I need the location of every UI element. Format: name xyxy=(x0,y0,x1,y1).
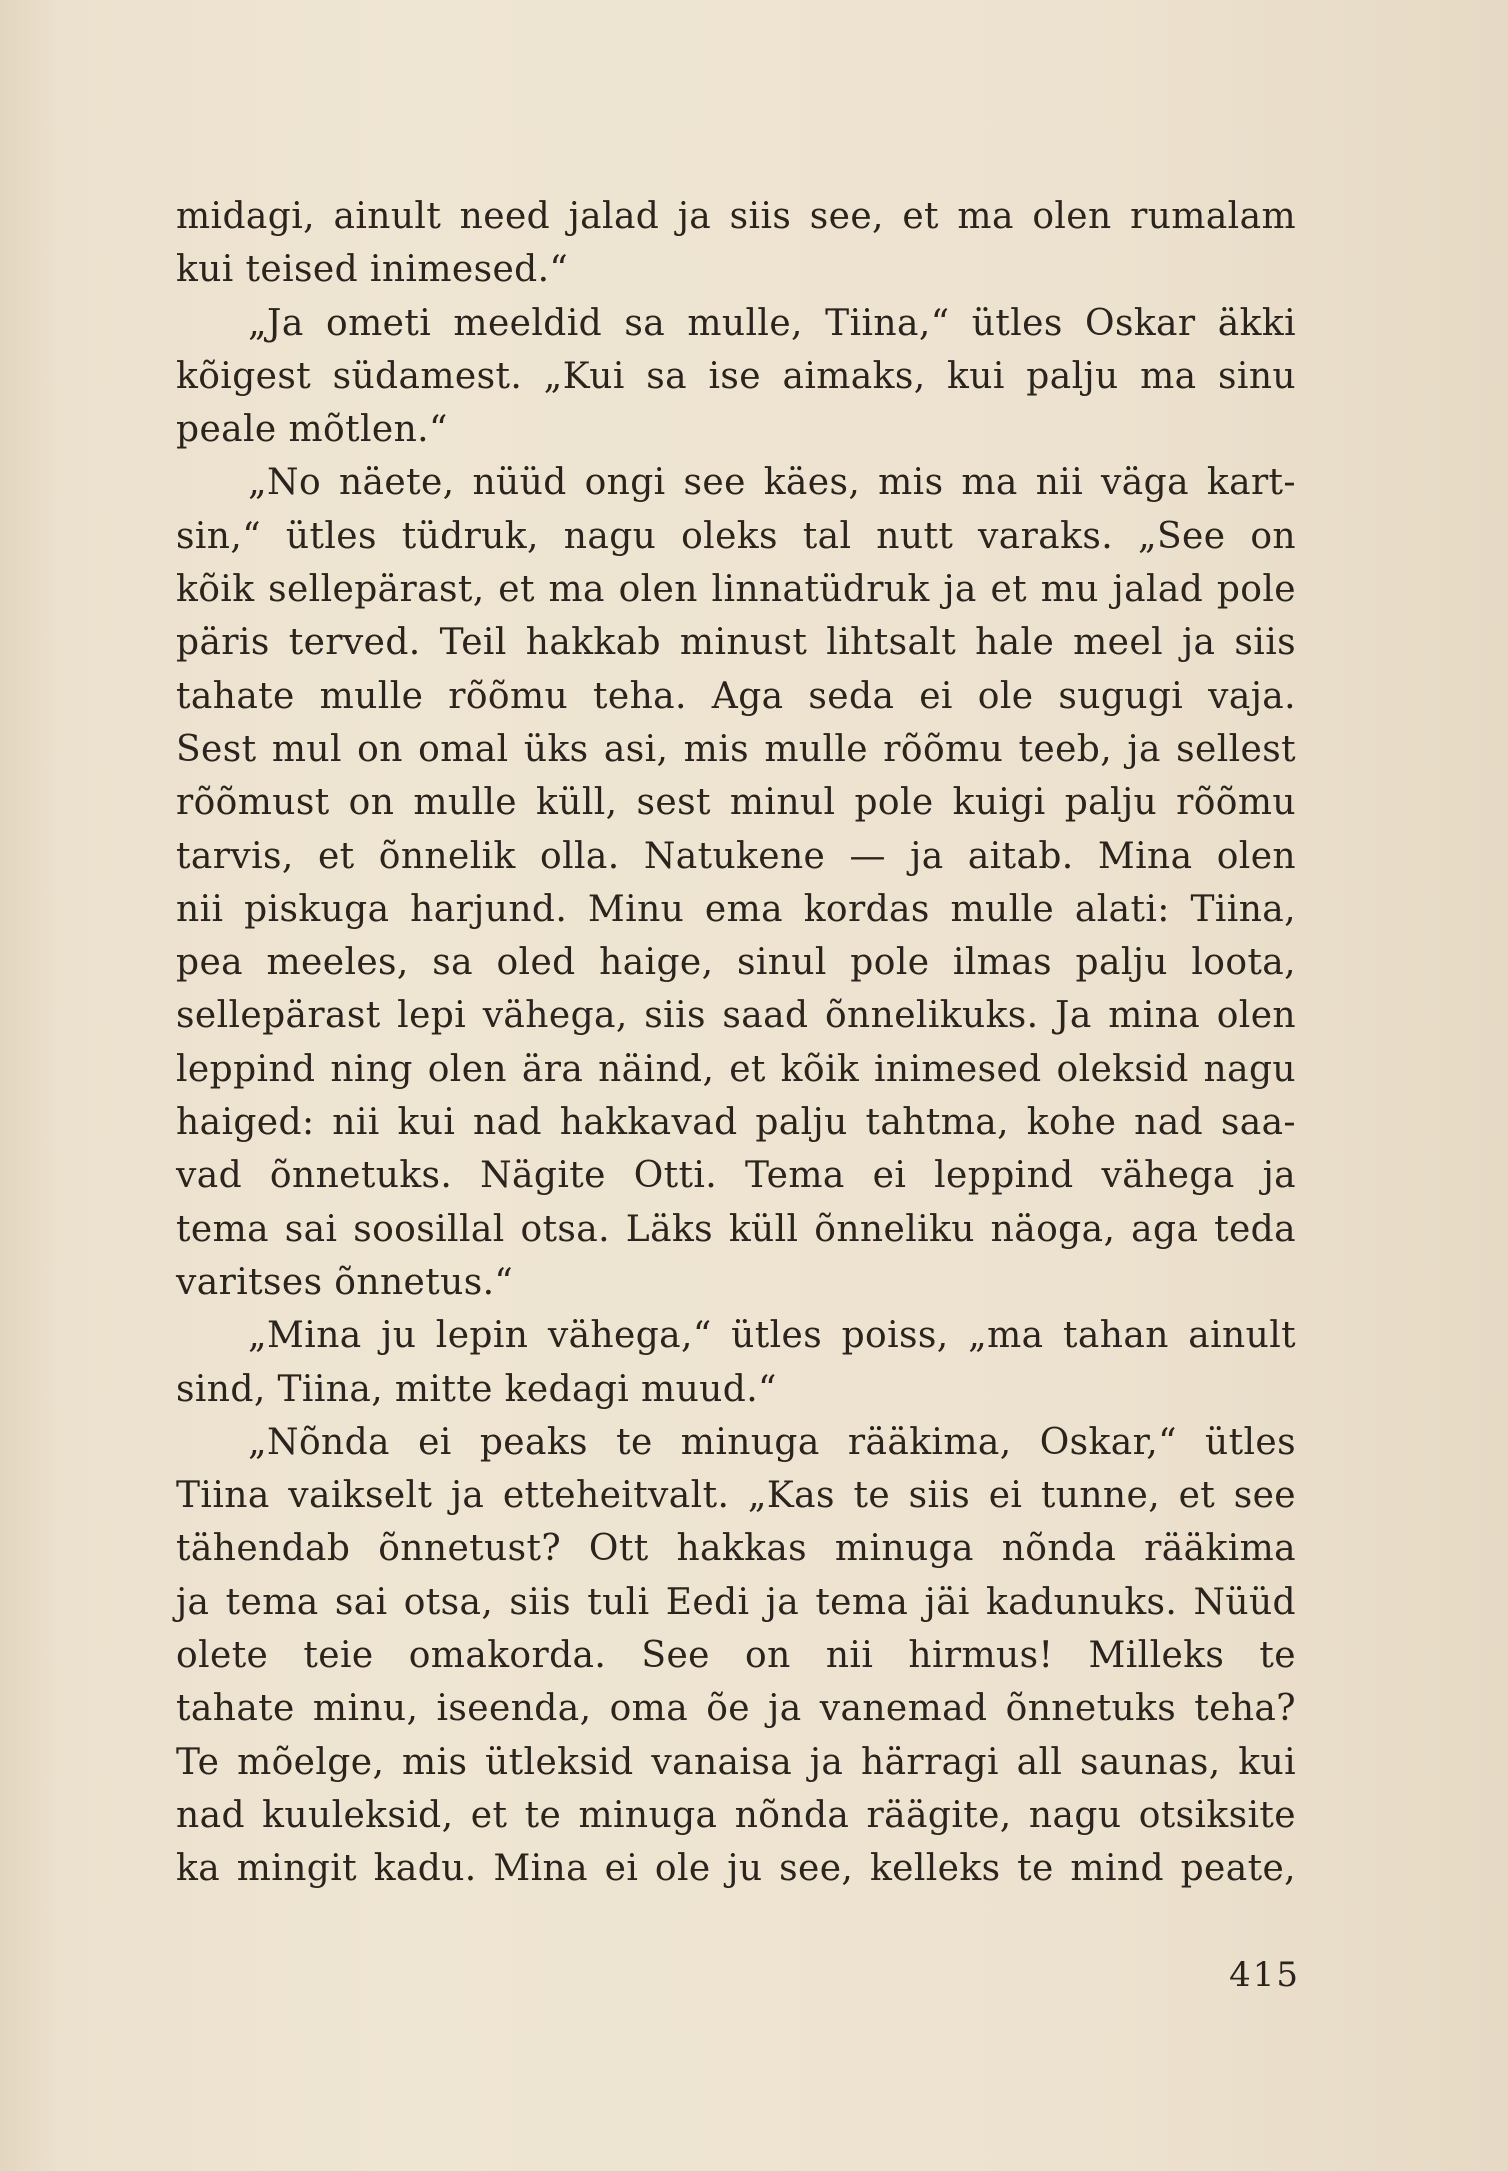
text-line: nad kuuleksid, et te minuga nõnda räägite, nagu otsiksite xyxy=(176,1794,1296,1836)
text-line: Tiina vaikselt ja etteheitvalt. „Kas te siis ei tunne, et see xyxy=(176,1475,1296,1517)
text-line: vad õnnetuks. Nägite Otti. Tema ei leppind vähega ja xyxy=(176,1155,1296,1197)
text-line: päris terved. Teil hakkab minust lihtsalt hale meel ja siis xyxy=(176,622,1296,664)
text-line: kui teised inimesed.“ xyxy=(176,249,569,291)
body-text xyxy=(176,190,1296,1896)
page-number: 415 xyxy=(1229,1955,1300,1995)
text-line: tähendab õnnetust? Ott hakkas minuga nõnda rääkima xyxy=(176,1528,1296,1570)
text-line: „Nõnda ei peaks te minuga rääkima, Oskar,“ ütles xyxy=(248,1421,1296,1463)
text-line: sin,“ ütles tüdruk, nagu oleks tal nutt varaks. „See on xyxy=(176,515,1296,557)
text-line: „No näete, nüüd ongi see käes, mis ma nii väga kart- xyxy=(248,462,1296,504)
text-line: tema sai soosillal otsa. Läks küll õnneliku näoga, aga teda xyxy=(176,1208,1296,1250)
text-line: Sest mul on omal üks asi, mis mulle rõõmu teeb, ja sellest xyxy=(176,728,1296,770)
text-line: ka mingit kadu. Mina ei ole ju see, kelleks te mind peate, xyxy=(176,1848,1296,1890)
text-line: tahate minu, iseenda, oma õe ja vanemad õnnetuks teha? xyxy=(176,1688,1296,1730)
text-line: tahate mulle rõõmu teha. Aga seda ei ole sugugi vaja. xyxy=(176,675,1296,717)
text-line: kõigest südamest. „Kui sa ise aimaks, kui palju ma sinu xyxy=(176,355,1296,397)
text-line: varitses õnnetus.“ xyxy=(176,1261,514,1303)
text-line: midagi, ainult need jalad ja siis see, et ma olen rumalam xyxy=(176,196,1296,237)
text-line: pea meeles, sa oled haige, sinul pole ilmas palju loota, xyxy=(176,942,1296,984)
text-line: leppind ning olen ära näind, et kõik inimesed oleksid nagu xyxy=(176,1048,1296,1090)
text-line: „Ja ometi meeldid sa mulle, Tiina,“ ütles Oskar äkki xyxy=(248,302,1296,344)
text-line: nii piskuga harjund. Minu ema kordas mulle alati: Tiina, xyxy=(176,888,1296,930)
text-line: sellepärast lepi vähega, siis saad õnnelikuks. Ja mina olen xyxy=(176,995,1296,1037)
text-line: haiged: nii kui nad hakkavad palju tahtma, kohe nad saa- xyxy=(176,1102,1296,1144)
text-line: sind, Tiina, mitte kedagi muud.“ xyxy=(176,1368,777,1410)
text-line: peale mõtlen.“ xyxy=(176,409,448,451)
text-line: ja tema sai otsa, siis tuli Eedi ja tema jäi kadunuks. Nüüd xyxy=(176,1581,1296,1623)
text-line: kõik sellepärast, et ma olen linnatüdruk ja et mu jalad pole xyxy=(176,569,1296,611)
text-line: rõõmust on mulle küll, sest minul pole kuigi palju rõõmu xyxy=(176,782,1296,824)
text-line: Te mõelge, mis ütleksid vanaisa ja härragi all saunas, kui xyxy=(176,1741,1296,1783)
text-line: olete teie omakorda. See on nii hirmus! Milleks te xyxy=(176,1635,1296,1677)
text-line: tarvis, et õnnelik olla. Natukene — ja aitab. Mina olen xyxy=(176,835,1296,877)
text-line: „Mina ju lepin vähega,“ ütles poiss, „ma tahan ainult xyxy=(248,1315,1296,1357)
